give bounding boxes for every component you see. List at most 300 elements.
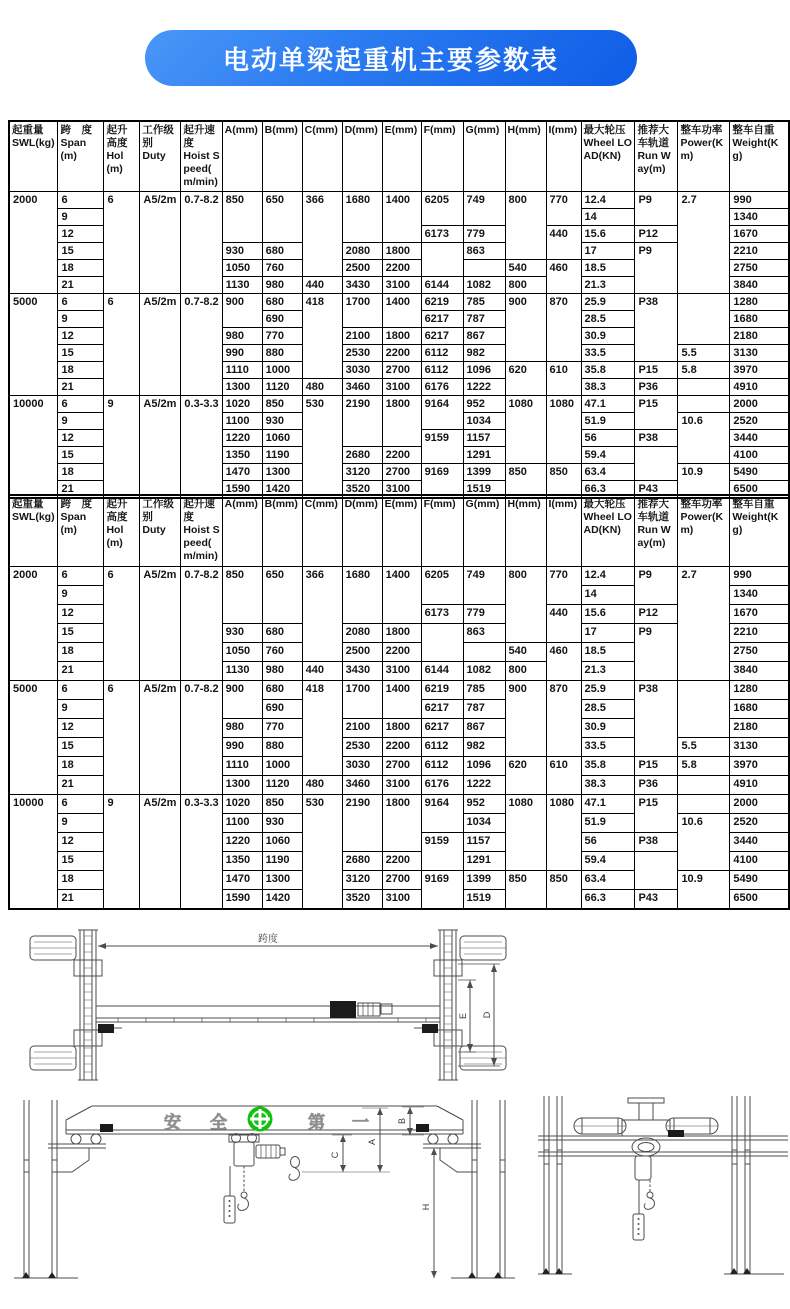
cell: 366: [302, 192, 342, 277]
cell: 760: [262, 260, 302, 277]
cell: A5/2m: [140, 681, 181, 795]
cell: 9: [58, 586, 104, 605]
cell: 1700: [342, 681, 382, 719]
cell: P9: [635, 192, 678, 226]
column-header: H(mm): [505, 121, 546, 192]
cell: 3100: [382, 776, 421, 795]
cell: 1340: [730, 209, 789, 226]
cell: 21: [58, 662, 104, 681]
cell: 25.9: [581, 294, 635, 311]
column-header: C(mm): [302, 495, 342, 567]
cell: 2520: [730, 814, 789, 833]
cell: [678, 681, 730, 738]
cell: 3120: [342, 871, 382, 890]
column-header: A(mm): [222, 495, 262, 567]
cell: 1400: [382, 681, 421, 719]
header-row: [9, 495, 789, 567]
cell: P36: [635, 379, 678, 396]
cell: A5/2m: [140, 396, 181, 499]
cell: 6500: [730, 481, 789, 499]
cell: 785: [463, 294, 505, 311]
cell: 18: [58, 260, 104, 277]
cell: 21.3: [581, 662, 635, 681]
page-title: 电动单梁起重机主要参数表: [222, 44, 559, 75]
cell: 680: [262, 681, 302, 700]
cell: 440: [546, 226, 581, 260]
cell: 47.1: [581, 396, 635, 413]
cell: 15: [58, 345, 104, 362]
cell: 1340: [730, 586, 789, 605]
cell: 650: [262, 192, 302, 243]
cell: 6: [58, 396, 104, 413]
cell: 1050: [222, 643, 262, 662]
cell: 1680: [730, 311, 789, 328]
cell: 3100: [382, 481, 421, 499]
cell: 21: [58, 776, 104, 795]
cell: P36: [635, 776, 678, 795]
trolley-block: [330, 1001, 356, 1018]
cell: 952: [463, 396, 505, 413]
cell: P15: [635, 757, 678, 776]
column-header: 起升高度 Hol(m): [104, 121, 140, 192]
cell: 1080: [546, 795, 581, 871]
cell: 418: [302, 294, 342, 379]
cell: P9: [635, 243, 678, 294]
cell: 12.4: [581, 567, 635, 586]
column-header: 起升速度 Hoist Speed( m/min): [181, 495, 222, 567]
cell: P43: [635, 481, 678, 499]
cell: 1080: [546, 396, 581, 464]
cell: 0.3-3.3: [181, 795, 222, 909]
cell: 680: [262, 294, 302, 311]
cell: 1096: [463, 362, 505, 379]
cell: 900: [222, 294, 262, 328]
cell: 3100: [382, 277, 421, 294]
cell: P38: [635, 430, 678, 447]
cell: 440: [302, 662, 342, 681]
cell: 540: [505, 260, 546, 277]
cell: 850: [505, 871, 546, 909]
cell: 787: [463, 700, 505, 719]
spec-table-top: [8, 120, 790, 499]
cell: 9159: [421, 430, 463, 464]
cell: 1350: [222, 852, 262, 871]
cell: 21: [58, 379, 104, 396]
cell: 3460: [342, 379, 382, 396]
cell: 14: [581, 586, 635, 605]
cell: 2180: [730, 328, 789, 345]
cell: 6: [58, 294, 104, 311]
cell: 3030: [342, 757, 382, 776]
cell: 2200: [382, 643, 421, 662]
cell: 1399: [463, 871, 505, 890]
cell: 6219: [421, 294, 463, 311]
cell: P38: [635, 681, 678, 757]
parameters-table: [8, 494, 790, 910]
cell: 9: [58, 413, 104, 430]
cell: 3460: [342, 776, 382, 795]
cell: 1222: [463, 379, 505, 396]
cell: 3520: [342, 481, 382, 499]
cell: 1400: [382, 192, 421, 243]
cell: 749: [463, 192, 505, 226]
cell: 6173: [421, 226, 463, 243]
column-header: 起重量 SWL(kg): [9, 121, 58, 192]
cell: 1082: [463, 662, 505, 681]
parameters-table: [8, 120, 790, 499]
cell: 850: [262, 795, 302, 814]
cell: [678, 294, 730, 345]
column-header: F(mm): [421, 121, 463, 192]
cell: 1110: [222, 362, 262, 379]
cell: 0.7-8.2: [181, 192, 222, 294]
cell: 1590: [222, 481, 262, 499]
cell: 2700: [382, 871, 421, 890]
cell: 51.9: [581, 814, 635, 833]
cell: 1800: [382, 243, 421, 260]
cell: 9169: [421, 871, 463, 909]
cell: 17: [581, 624, 635, 643]
cell: 3520: [342, 890, 382, 909]
cell: P9: [635, 567, 678, 605]
cell: 1082: [463, 277, 505, 294]
cell: 1080: [505, 795, 546, 871]
cell: 785: [463, 681, 505, 700]
cell: 9: [58, 311, 104, 328]
cell: 2200: [382, 738, 421, 757]
cell: [678, 776, 730, 795]
cell: 690: [262, 311, 302, 328]
cell: 760: [262, 643, 302, 662]
cell: 779: [463, 605, 505, 624]
cell: 870: [546, 294, 581, 362]
cell: 66.3: [581, 890, 635, 909]
cell: A5/2m: [140, 192, 181, 294]
cell: 38.3: [581, 379, 635, 396]
cell: 6217: [421, 328, 463, 345]
cell: 620: [505, 757, 546, 795]
cell: 9: [58, 700, 104, 719]
cell: [678, 396, 730, 413]
cell: 15: [58, 447, 104, 464]
cell: 2200: [382, 447, 421, 464]
cell: 30.9: [581, 719, 635, 738]
cell: 1222: [463, 776, 505, 795]
cell: [421, 624, 463, 662]
cell: 952: [463, 795, 505, 814]
cell: 3430: [342, 277, 382, 294]
cell: 1034: [463, 814, 505, 833]
dim-c-label: C: [330, 1151, 340, 1159]
table-row: [9, 294, 789, 311]
cell: 800: [505, 192, 546, 260]
column-header: F(mm): [421, 495, 463, 567]
cell: 2100: [342, 328, 382, 345]
cell: 1020: [222, 396, 262, 413]
cell: 6112: [421, 757, 463, 776]
cell: 1157: [463, 430, 505, 447]
column-header: G(mm): [463, 495, 505, 567]
cell: 15: [58, 243, 104, 260]
cell: 1190: [262, 447, 302, 464]
title-banner: [145, 30, 637, 86]
cell: 3100: [382, 890, 421, 909]
column-header: I(mm): [546, 121, 581, 192]
cell: 1420: [262, 481, 302, 499]
cell: [421, 243, 463, 277]
column-header: 跨 度 Span(m): [58, 121, 104, 192]
cell: 4100: [730, 447, 789, 464]
cell: [678, 795, 730, 814]
cell: 2000: [9, 192, 58, 294]
cell: 12: [58, 430, 104, 447]
cell: 2500: [342, 643, 382, 662]
cell: 1800: [382, 624, 421, 643]
cell: 15.6: [581, 605, 635, 624]
cell: [463, 260, 505, 277]
cell: 2200: [382, 260, 421, 277]
column-header: 跨 度 Span(m): [58, 495, 104, 567]
cell: 1020: [222, 795, 262, 814]
cell: A5/2m: [140, 294, 181, 396]
cell: 2700: [382, 464, 421, 481]
column-header: D(mm): [342, 495, 382, 567]
cell: 2190: [342, 795, 382, 852]
dim-e-label: E: [458, 1012, 468, 1020]
cell: 2190: [342, 396, 382, 447]
cell: 21.3: [581, 277, 635, 294]
cell: 5000: [9, 681, 58, 795]
cell: 38.3: [581, 776, 635, 795]
cell: 9: [58, 209, 104, 226]
cell: 66.3: [581, 481, 635, 499]
cell: 1800: [382, 795, 421, 852]
cell: 2.7: [678, 192, 730, 294]
cell: 1590: [222, 890, 262, 909]
column-header: E(mm): [382, 495, 421, 567]
cell: 2750: [730, 643, 789, 662]
carriage-motor: [668, 1130, 684, 1137]
cell: 10000: [9, 795, 58, 909]
cell: P15: [635, 396, 678, 430]
cell: 2000: [9, 567, 58, 681]
cell: 18: [58, 643, 104, 662]
table-row: [9, 192, 789, 209]
cell: 690: [262, 700, 302, 719]
cell: 749: [463, 567, 505, 605]
cell: 6217: [421, 719, 463, 738]
cell: [635, 447, 678, 481]
cell: 10000: [9, 396, 58, 499]
cell: 2.7: [678, 567, 730, 681]
cell: 6176: [421, 379, 463, 396]
cell: 980: [262, 277, 302, 294]
cell: 6: [104, 567, 140, 681]
cell: 6: [104, 192, 140, 294]
cell: 680: [262, 243, 302, 260]
column-header: 最大轮压 Wheel LOAD(KN): [581, 495, 635, 567]
cell: 1800: [382, 396, 421, 447]
cell: 530: [302, 396, 342, 499]
cell: 12: [58, 328, 104, 345]
cell: 1680: [342, 567, 382, 624]
cell: 3030: [342, 362, 382, 379]
girder-char-1: 安: [164, 1113, 181, 1132]
cell: 10.6: [678, 413, 730, 464]
cell: 0.7-8.2: [181, 294, 222, 396]
cell: 990: [222, 345, 262, 362]
green-cross-logo-icon: [248, 1107, 273, 1132]
cell: 1680: [342, 192, 382, 243]
cell: 2200: [382, 852, 421, 871]
cell: 2750: [730, 260, 789, 277]
cell: 930: [222, 624, 262, 643]
cell: 4100: [730, 852, 789, 871]
cell: 0.7-8.2: [181, 681, 222, 795]
cell: 35.8: [581, 757, 635, 776]
cell: P12: [635, 605, 678, 624]
cell: 779: [463, 226, 505, 243]
cell: 1300: [262, 464, 302, 481]
cell: 2200: [382, 345, 421, 362]
cell: 9169: [421, 464, 463, 499]
spec-table-bottom: [8, 494, 790, 910]
cell: 6112: [421, 362, 463, 379]
cell: 0.7-8.2: [181, 567, 222, 681]
cell: 18.5: [581, 260, 635, 277]
cell: 33.5: [581, 738, 635, 757]
cell: 850: [505, 464, 546, 499]
girder-char-3: 第: [308, 1113, 325, 1132]
cell: 2080: [342, 243, 382, 260]
cell: P43: [635, 890, 678, 909]
cell: 2520: [730, 413, 789, 430]
cell: 6: [104, 294, 140, 396]
cell: 1100: [222, 814, 262, 833]
travel-motor-right: [416, 1124, 429, 1132]
cell: 1800: [382, 328, 421, 345]
cell: 1130: [222, 662, 262, 681]
cell: 18.5: [581, 643, 635, 662]
cell: 1300: [222, 379, 262, 396]
cell: 6: [58, 681, 104, 700]
column-header: C(mm): [302, 121, 342, 192]
cell: 610: [546, 362, 581, 396]
cell: 18: [58, 757, 104, 776]
cell: 25.9: [581, 681, 635, 700]
cell: 800: [505, 277, 546, 294]
cell: 1220: [222, 430, 262, 447]
cell: P12: [635, 226, 678, 243]
cell: P15: [635, 795, 678, 833]
cell: 5.8: [678, 362, 730, 379]
cell: 770: [546, 567, 581, 605]
cell: 1300: [262, 871, 302, 890]
column-header: D(mm): [342, 121, 382, 192]
cell: 480: [302, 379, 342, 396]
column-header: 推荐大车轨道 Run Way(m): [635, 121, 678, 192]
cell: 1400: [382, 567, 421, 624]
cell: 59.4: [581, 852, 635, 871]
cell: 15: [58, 852, 104, 871]
cell: 3840: [730, 277, 789, 294]
cell: 56: [581, 430, 635, 447]
cell: 1110: [222, 757, 262, 776]
cell: 1350: [222, 447, 262, 464]
cell: 5000: [9, 294, 58, 396]
crane-side-view-drawing: [538, 1092, 788, 1307]
cell: 21: [58, 890, 104, 909]
side-linework: [538, 1096, 788, 1274]
cell: 1800: [382, 719, 421, 738]
cell: 1000: [262, 362, 302, 379]
cell: 610: [546, 757, 581, 795]
cell: 2210: [730, 624, 789, 643]
cell: 930: [262, 413, 302, 430]
travel-motor-left: [100, 1124, 113, 1132]
column-header: E(mm): [382, 121, 421, 192]
cell: 2530: [342, 738, 382, 757]
cell: 3970: [730, 757, 789, 776]
column-header: A(mm): [222, 121, 262, 192]
cell: 2530: [342, 345, 382, 362]
cell: 2080: [342, 624, 382, 643]
cell: 17: [581, 243, 635, 260]
cell: 770: [262, 719, 302, 738]
cell: 5.5: [678, 345, 730, 362]
cell: 480: [302, 776, 342, 795]
cell: 980: [262, 662, 302, 681]
column-header: 工作级别 Duty: [140, 121, 181, 192]
column-header: 起重量 SWL(kg): [9, 495, 58, 567]
girder-char-2: 全: [210, 1113, 227, 1132]
cell: 1120: [262, 776, 302, 795]
cell: 2100: [342, 719, 382, 738]
cell: 1120: [262, 379, 302, 396]
cell: 2680: [342, 852, 382, 871]
cell: 990: [730, 567, 789, 586]
cell: 980: [222, 719, 262, 738]
cell: 12: [58, 833, 104, 852]
cell: 900: [505, 681, 546, 757]
cell: 15: [58, 624, 104, 643]
cell: 1060: [262, 833, 302, 852]
cell: 930: [222, 243, 262, 260]
cell: 787: [463, 311, 505, 328]
cell: 440: [302, 277, 342, 294]
girder-char-4: 一: [352, 1113, 369, 1132]
cell: 59.4: [581, 447, 635, 464]
cell: 3440: [730, 430, 789, 447]
cell: 770: [546, 192, 581, 226]
cell: 6112: [421, 345, 463, 362]
cell: 10.6: [678, 814, 730, 871]
cell: 850: [262, 396, 302, 413]
header-row: [9, 121, 789, 192]
cell: 56: [581, 833, 635, 852]
cell: 14: [581, 209, 635, 226]
column-header: H(mm): [505, 495, 546, 567]
cell: 9: [58, 814, 104, 833]
cell: 5490: [730, 464, 789, 481]
crane-plan-view-drawing: [18, 924, 518, 1088]
cell: 366: [302, 567, 342, 662]
cell: 33.5: [581, 345, 635, 362]
cell: 680: [262, 624, 302, 643]
cell: 1096: [463, 757, 505, 776]
cell: 880: [262, 345, 302, 362]
cell: 1280: [730, 681, 789, 700]
